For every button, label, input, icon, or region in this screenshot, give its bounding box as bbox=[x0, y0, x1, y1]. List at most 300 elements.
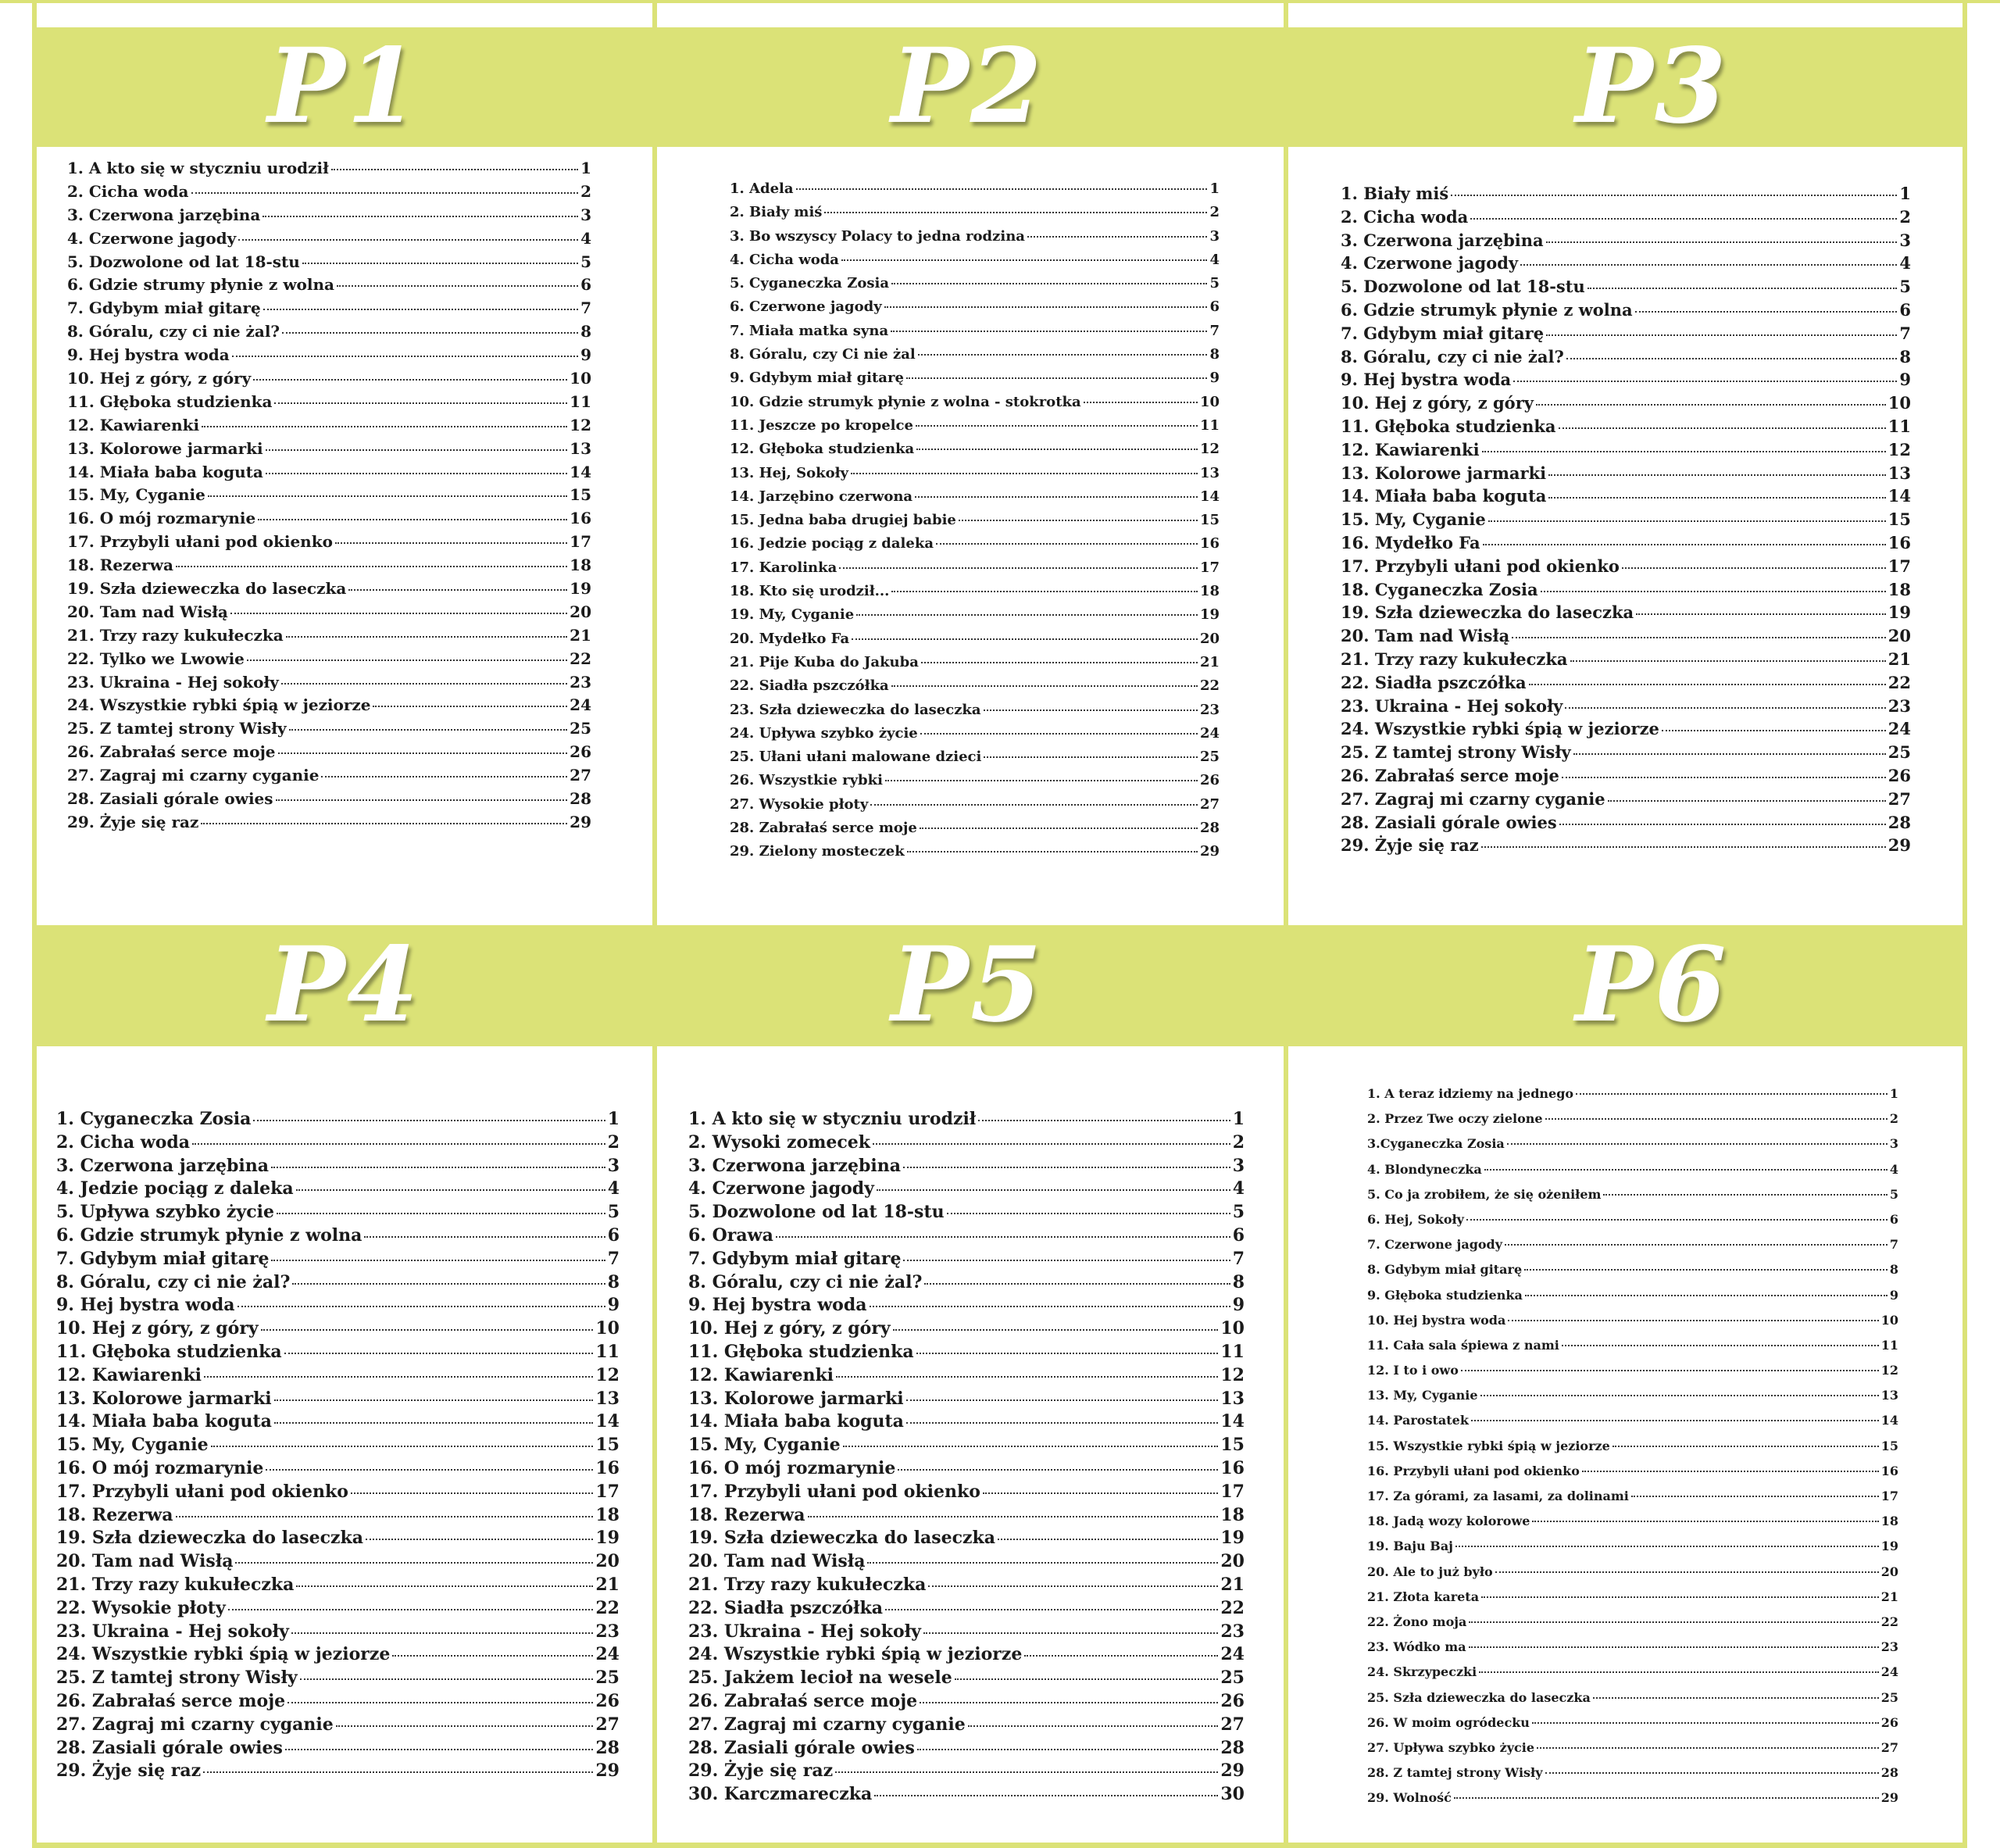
list-item bbox=[67, 648, 591, 671]
song-title: 7. Gdybym miał gitarę bbox=[1341, 323, 1545, 343]
song-title: 29. Wolność bbox=[1367, 1790, 1452, 1806]
song-title: 25. Jakżem lecioł na wesele bbox=[688, 1667, 952, 1689]
song-title: 5. Dozwolone od lat 18-stu bbox=[67, 252, 300, 271]
dot-leader bbox=[1608, 800, 1886, 802]
list-item bbox=[688, 1178, 1245, 1201]
list-item bbox=[730, 295, 1220, 319]
page-number: 26 bbox=[1888, 765, 1911, 785]
dot-leader bbox=[271, 1167, 605, 1168]
page-number: 10 bbox=[1199, 393, 1220, 410]
list-item bbox=[1341, 648, 1911, 671]
list-item bbox=[67, 601, 591, 624]
song-title: 28. Zasiali górale owies bbox=[688, 1737, 915, 1758]
page-number: 25 bbox=[1199, 749, 1220, 766]
song-title: 15. My, Cyganie bbox=[1341, 509, 1486, 530]
page-number: 10 bbox=[1888, 393, 1911, 413]
page-number: 7 bbox=[1232, 1248, 1245, 1269]
page-number: 3 bbox=[580, 205, 591, 224]
list-item bbox=[688, 1364, 1245, 1388]
page-number: 13 bbox=[570, 438, 591, 458]
song-title: 2. Biały miś bbox=[730, 204, 823, 221]
list-item bbox=[730, 745, 1220, 769]
dot-leader bbox=[288, 1702, 593, 1703]
dot-leader bbox=[984, 710, 1198, 711]
list-item bbox=[688, 1294, 1245, 1317]
dot-leader bbox=[924, 1283, 1230, 1285]
list-item bbox=[56, 1108, 620, 1131]
page-number: 6 bbox=[1232, 1224, 1245, 1246]
panel-title: P4 bbox=[267, 924, 420, 1046]
list-item bbox=[1341, 229, 1911, 252]
page-number: 2 bbox=[580, 181, 591, 201]
page-number: 20 bbox=[570, 602, 591, 621]
dot-leader bbox=[856, 614, 1198, 616]
page-number: 25 bbox=[1220, 1667, 1245, 1689]
dot-leader bbox=[851, 473, 1198, 474]
page-number: 9 bbox=[1209, 370, 1220, 387]
dot-leader bbox=[321, 776, 567, 777]
song-title: 16. Mydełko Fa bbox=[1341, 532, 1480, 552]
list-item bbox=[56, 1410, 620, 1434]
dot-leader bbox=[238, 239, 578, 241]
song-title: 22. Żono moja bbox=[1367, 1614, 1467, 1629]
dot-leader bbox=[1508, 1320, 1878, 1321]
dot-leader bbox=[1603, 1194, 1887, 1196]
list-item bbox=[730, 674, 1220, 698]
song-title: 20. Tam nad Wisłą bbox=[1341, 626, 1510, 646]
dot-leader bbox=[978, 1120, 1230, 1121]
dot-leader bbox=[253, 1120, 605, 1121]
song-title: 11. Cała sala śpiewa z nami bbox=[1367, 1337, 1559, 1353]
page-number: 21 bbox=[1880, 1589, 1898, 1604]
list-item bbox=[1367, 1685, 1898, 1710]
page-number: 18 bbox=[1880, 1514, 1898, 1529]
list-item bbox=[730, 651, 1220, 674]
song-title: 28. Zasiali górale owies bbox=[67, 789, 273, 809]
dot-leader bbox=[843, 1446, 1219, 1447]
page-number: 22 bbox=[595, 1597, 620, 1618]
song-list bbox=[56, 1108, 620, 1783]
song-title: 18. Jadą wozy kolorowe bbox=[1367, 1514, 1530, 1529]
page-number: 3 bbox=[1889, 1136, 1898, 1152]
song-title: 11. Głęboka studzienka bbox=[1341, 416, 1556, 436]
song-title: 19. Szła dzieweczka do laseczka bbox=[56, 1528, 364, 1549]
list-item bbox=[56, 1481, 620, 1504]
page-number: 12 bbox=[1199, 441, 1220, 458]
list-item bbox=[56, 1457, 620, 1481]
page-number: 8 bbox=[580, 322, 591, 341]
song-title: 11. Głęboka studzienka bbox=[56, 1341, 282, 1362]
dot-leader bbox=[1525, 1295, 1888, 1296]
dot-leader bbox=[392, 1655, 593, 1657]
list-item bbox=[56, 1690, 620, 1714]
song-title: 19. Baju Baj bbox=[1367, 1539, 1453, 1554]
list-item bbox=[56, 1364, 620, 1388]
dot-leader bbox=[1454, 1797, 1879, 1799]
list-item bbox=[1341, 322, 1911, 345]
list-item bbox=[1341, 438, 1911, 462]
list-item bbox=[67, 273, 591, 297]
list-item bbox=[67, 484, 591, 507]
dot-leader bbox=[1084, 402, 1198, 403]
song-title: 28. Zabrałaś serce moje bbox=[730, 820, 917, 837]
list-item bbox=[1367, 1232, 1898, 1257]
page-number: 19 bbox=[595, 1528, 620, 1549]
song-title: 1. Adela bbox=[730, 181, 794, 197]
list-item bbox=[1367, 1358, 1898, 1383]
dot-leader bbox=[203, 1771, 593, 1773]
page-number: 16 bbox=[595, 1457, 620, 1478]
page-number: 5 bbox=[607, 1202, 620, 1223]
dot-leader bbox=[903, 1167, 1230, 1168]
list-item bbox=[688, 1131, 1245, 1155]
page-number: 1 bbox=[580, 159, 591, 177]
list-item bbox=[1341, 462, 1911, 485]
song-title: 5. Co ja zrobiłem, że się ożeniłem bbox=[1367, 1186, 1602, 1202]
song-title: 4. Jedzie pociąg z daleka bbox=[56, 1178, 294, 1199]
dot-leader bbox=[1622, 567, 1886, 569]
song-list bbox=[1341, 182, 1911, 857]
list-item bbox=[1341, 484, 1911, 508]
page-number: 18 bbox=[1220, 1504, 1245, 1525]
song-title: 4. Czerwone jagody bbox=[688, 1178, 874, 1199]
list-item bbox=[67, 227, 591, 251]
list-item bbox=[688, 1248, 1245, 1271]
page-number: 29 bbox=[1199, 843, 1220, 860]
dot-leader bbox=[1593, 1697, 1879, 1699]
list-item bbox=[56, 1760, 620, 1783]
dot-leader bbox=[916, 425, 1198, 427]
song-title: 18. Rezerwa bbox=[67, 556, 173, 575]
dot-leader bbox=[1481, 1596, 1879, 1598]
list-item bbox=[1341, 555, 1911, 578]
list-item bbox=[56, 1248, 620, 1271]
list-item bbox=[56, 1504, 620, 1528]
song-title: 12. Kawiarenki bbox=[1341, 439, 1480, 459]
list-item bbox=[67, 181, 591, 204]
page-number: 2 bbox=[1232, 1131, 1245, 1153]
page-number: 10 bbox=[595, 1318, 620, 1339]
dot-leader bbox=[1546, 334, 1897, 336]
list-item bbox=[688, 1667, 1245, 1690]
list-item bbox=[1341, 368, 1911, 391]
song-title: 29. Żyje się raz bbox=[1341, 835, 1479, 856]
list-item bbox=[1341, 788, 1911, 811]
list-item bbox=[1341, 508, 1911, 531]
list-item bbox=[688, 1527, 1245, 1550]
song-title: 29. Żyje się raz bbox=[56, 1760, 202, 1782]
dot-leader bbox=[1470, 218, 1897, 220]
list-item bbox=[67, 204, 591, 227]
dot-leader bbox=[235, 1562, 593, 1564]
list-item bbox=[1367, 1509, 1898, 1534]
dot-leader bbox=[1541, 591, 1886, 592]
song-title: 13. Hej, Sokoły bbox=[730, 464, 848, 481]
song-title: 10. Hej z góry, z góry bbox=[688, 1318, 891, 1339]
song-title: 23. Ukraina - Hej sokoły bbox=[67, 672, 279, 692]
song-title: 16. O mój rozmarynie bbox=[56, 1457, 264, 1478]
song-title: 2. Wysoki zomecek bbox=[688, 1131, 871, 1153]
dot-leader bbox=[1559, 824, 1886, 825]
dot-leader bbox=[1565, 707, 1885, 709]
song-title: 2. Przez Twe oczy zielone bbox=[1367, 1111, 1543, 1127]
dot-leader bbox=[1529, 684, 1886, 685]
list-item bbox=[688, 1643, 1245, 1667]
page-number: 23 bbox=[1220, 1621, 1245, 1642]
song-title: 18. Rezerwa bbox=[688, 1504, 805, 1525]
song-title: 5. Cyganeczka Zosia bbox=[730, 275, 889, 292]
separator-line bbox=[32, 0, 37, 1848]
page-number: 13 bbox=[1199, 464, 1220, 481]
list-item bbox=[1367, 1560, 1898, 1585]
list-item bbox=[1367, 1408, 1898, 1433]
list-item bbox=[1367, 1257, 1898, 1282]
dot-leader bbox=[364, 1236, 605, 1238]
list-item bbox=[730, 532, 1220, 556]
page-number: 17 bbox=[1220, 1481, 1245, 1502]
dot-leader bbox=[274, 1422, 593, 1424]
dot-leader bbox=[906, 1422, 1218, 1424]
list-item bbox=[730, 343, 1220, 366]
song-title: 26. Zabrałaś serce moje bbox=[56, 1690, 286, 1711]
dot-leader bbox=[824, 212, 1207, 213]
page-number: 4 bbox=[580, 228, 591, 248]
page-number: 9 bbox=[580, 345, 591, 365]
dot-leader bbox=[1536, 404, 1886, 406]
page-number: 24 bbox=[1888, 719, 1911, 739]
dot-leader bbox=[1483, 544, 1886, 545]
list-item bbox=[56, 1550, 620, 1574]
dot-leader bbox=[373, 706, 567, 707]
song-title: 4. Czerwone jagody bbox=[67, 228, 237, 248]
dot-leader bbox=[271, 1260, 605, 1261]
song-title: 9. Hej bystra woda bbox=[688, 1295, 867, 1316]
page-number: 28 bbox=[595, 1737, 620, 1758]
page-number: 9 bbox=[607, 1295, 620, 1316]
list-item bbox=[730, 177, 1220, 201]
dot-leader bbox=[230, 613, 567, 614]
dot-leader bbox=[915, 496, 1198, 498]
dot-leader bbox=[266, 1469, 593, 1471]
page-number: 15 bbox=[595, 1435, 620, 1456]
list-item bbox=[67, 344, 591, 367]
list-item bbox=[1367, 1106, 1898, 1131]
song-title: 27. Zagraj mi czarny cyganie bbox=[67, 766, 320, 785]
list-item bbox=[56, 1294, 620, 1317]
list-item bbox=[56, 1434, 620, 1457]
list-item bbox=[56, 1271, 620, 1295]
list-item bbox=[56, 1178, 620, 1201]
page-number: 22 bbox=[1888, 672, 1911, 692]
dot-leader bbox=[1631, 1496, 1879, 1497]
song-title: 27. Zagraj mi czarny cyganie bbox=[1341, 788, 1605, 809]
song-title: 20. Tam nad Wisłą bbox=[56, 1551, 234, 1572]
dot-leader bbox=[278, 752, 568, 754]
song-title: 11. Głęboka studzienka bbox=[688, 1341, 914, 1362]
song-title: 6. Gdzie strumyk płynie z wolna bbox=[56, 1224, 362, 1246]
page-number: 4 bbox=[1889, 1161, 1898, 1177]
list-item bbox=[56, 1131, 620, 1155]
song-title: 8. Góralu, czy ci nie żal? bbox=[688, 1271, 923, 1292]
dot-leader bbox=[1612, 1446, 1879, 1447]
list-item bbox=[1367, 1710, 1898, 1735]
list-item bbox=[1367, 1459, 1898, 1484]
page-number: 21 bbox=[570, 625, 591, 645]
page-number: 15 bbox=[570, 485, 591, 505]
page-number: 9 bbox=[1889, 1287, 1898, 1303]
dot-leader bbox=[1562, 1345, 1879, 1346]
dot-leader bbox=[266, 473, 567, 474]
page-number: 22 bbox=[1199, 677, 1220, 695]
song-title: 17. Przybyli ułani pod okienko bbox=[56, 1481, 348, 1502]
page-number: 16 bbox=[570, 509, 591, 528]
dot-leader bbox=[885, 1609, 1218, 1610]
dot-leader bbox=[921, 662, 1198, 663]
list-item bbox=[1341, 531, 1911, 555]
page-number: 28 bbox=[1199, 820, 1220, 837]
list-item bbox=[1367, 1308, 1898, 1333]
dot-leader bbox=[1573, 753, 1886, 755]
song-title: 17. Przybyli ułani pod okienko bbox=[67, 532, 333, 552]
page-number: 22 bbox=[570, 649, 591, 668]
list-item bbox=[730, 225, 1220, 248]
dot-leader bbox=[898, 1469, 1218, 1471]
dot-leader bbox=[906, 377, 1208, 379]
list-item bbox=[1367, 1534, 1898, 1559]
page-number: 7 bbox=[1899, 323, 1911, 343]
song-title: 6. Orawa bbox=[688, 1224, 773, 1246]
page-number: 11 bbox=[570, 391, 591, 411]
song-title: 12. Głęboka studzienka bbox=[730, 441, 915, 458]
song-title: 26. Wszystkie rybki bbox=[730, 772, 883, 789]
list-item bbox=[1367, 1585, 1898, 1610]
dot-leader bbox=[1469, 1646, 1879, 1648]
list-item bbox=[688, 1341, 1245, 1364]
dot-leader bbox=[893, 1329, 1219, 1331]
page-number: 21 bbox=[595, 1574, 620, 1595]
song-title: 13. Kolorowe jarmarki bbox=[67, 438, 263, 458]
song-title: 19. Szła dzieweczka do laseczka bbox=[1341, 602, 1634, 623]
list-item bbox=[1341, 601, 1911, 624]
page-number: 25 bbox=[1880, 1689, 1898, 1705]
list-item bbox=[1341, 578, 1911, 602]
dot-leader bbox=[281, 683, 567, 685]
page-number: 12 bbox=[1880, 1363, 1898, 1378]
song-title: 3. Czerwona jarzębina bbox=[1341, 230, 1544, 250]
dot-leader bbox=[285, 1749, 593, 1750]
dot-leader bbox=[955, 1678, 1219, 1680]
dot-leader bbox=[292, 1283, 605, 1285]
list-item bbox=[730, 485, 1220, 509]
song-title: 14. Miała baba koguta bbox=[56, 1411, 272, 1432]
page-number: 27 bbox=[570, 766, 591, 785]
page-number: 26 bbox=[1220, 1690, 1245, 1711]
dot-leader bbox=[1636, 613, 1886, 615]
page-number: 6 bbox=[1889, 1211, 1898, 1227]
page-number: 21 bbox=[1888, 649, 1911, 669]
song-title: 15. Jedna baba drugiej babie bbox=[730, 512, 956, 529]
song-title: 12. I to i owo bbox=[1367, 1363, 1459, 1378]
list-item bbox=[730, 248, 1220, 272]
dot-leader bbox=[262, 216, 578, 217]
page-number: 26 bbox=[570, 742, 591, 762]
dot-leader bbox=[1532, 1521, 1878, 1522]
page-number: 8 bbox=[1232, 1271, 1245, 1292]
page-number: 14 bbox=[1220, 1411, 1245, 1432]
dot-leader bbox=[336, 1725, 594, 1727]
dot-leader bbox=[959, 520, 1198, 521]
page-number: 27 bbox=[1199, 795, 1220, 813]
dot-leader bbox=[337, 285, 578, 287]
list-item bbox=[1341, 275, 1911, 298]
page-number: 4 bbox=[1209, 251, 1220, 268]
bottom-edge-line bbox=[32, 1843, 1967, 1848]
page-number: 29 bbox=[1888, 835, 1911, 856]
dot-leader bbox=[808, 1516, 1219, 1517]
dot-leader bbox=[923, 1632, 1218, 1634]
dot-leader bbox=[202, 426, 567, 427]
song-title: 20. Mydełko Fa bbox=[730, 630, 850, 647]
dot-leader bbox=[1471, 1420, 1879, 1421]
dot-leader bbox=[282, 332, 578, 334]
dot-leader bbox=[1532, 1722, 1879, 1724]
dot-leader bbox=[1027, 236, 1208, 238]
page-number: 3 bbox=[1232, 1155, 1245, 1176]
dot-leader bbox=[1466, 1219, 1888, 1221]
song-title: 8. Góralu, czy ci nie żal? bbox=[1341, 346, 1564, 366]
list-item bbox=[67, 438, 591, 461]
dot-leader bbox=[274, 1399, 594, 1401]
song-title: 16. Jedzie pociąg z daleka bbox=[730, 535, 934, 552]
list-item bbox=[56, 1155, 620, 1178]
page-number: 26 bbox=[1199, 772, 1220, 789]
song-title: 14. Miała baba koguta bbox=[688, 1411, 904, 1432]
list-item bbox=[1341, 834, 1911, 857]
song-title: 6. Hej, Sokoły bbox=[1367, 1211, 1464, 1227]
page-number: 12 bbox=[570, 415, 591, 434]
list-item bbox=[688, 1621, 1245, 1644]
list-item bbox=[1341, 182, 1911, 206]
song-title: 28. Z tamtej strony Wisły bbox=[1367, 1765, 1543, 1781]
song-title: 22. Siadła pszczółka bbox=[688, 1597, 883, 1618]
page-number: 19 bbox=[1220, 1528, 1245, 1549]
song-title: 18. Rezerwa bbox=[56, 1504, 173, 1525]
dot-leader bbox=[885, 780, 1198, 781]
page-number: 29 bbox=[1220, 1760, 1245, 1782]
song-list bbox=[67, 157, 591, 835]
dot-leader bbox=[1479, 1671, 1879, 1673]
dot-leader bbox=[870, 804, 1198, 806]
list-item bbox=[56, 1388, 620, 1411]
page-number: 16 bbox=[1888, 532, 1911, 552]
list-item bbox=[730, 272, 1220, 295]
page-number: 15 bbox=[1199, 512, 1220, 529]
dot-leader bbox=[1545, 1772, 1879, 1774]
list-item bbox=[56, 1341, 620, 1364]
page-number: 1 bbox=[607, 1109, 620, 1129]
list-item bbox=[1341, 415, 1911, 438]
dot-leader bbox=[998, 1539, 1218, 1540]
list-item bbox=[730, 201, 1220, 224]
list-item bbox=[730, 320, 1220, 343]
list-item bbox=[67, 320, 591, 344]
dot-leader bbox=[891, 685, 1198, 687]
page-number: 2 bbox=[1889, 1111, 1898, 1127]
dot-leader bbox=[1505, 1244, 1888, 1246]
dot-leader bbox=[247, 659, 567, 661]
page-number: 29 bbox=[570, 812, 591, 831]
dot-leader bbox=[191, 192, 579, 194]
